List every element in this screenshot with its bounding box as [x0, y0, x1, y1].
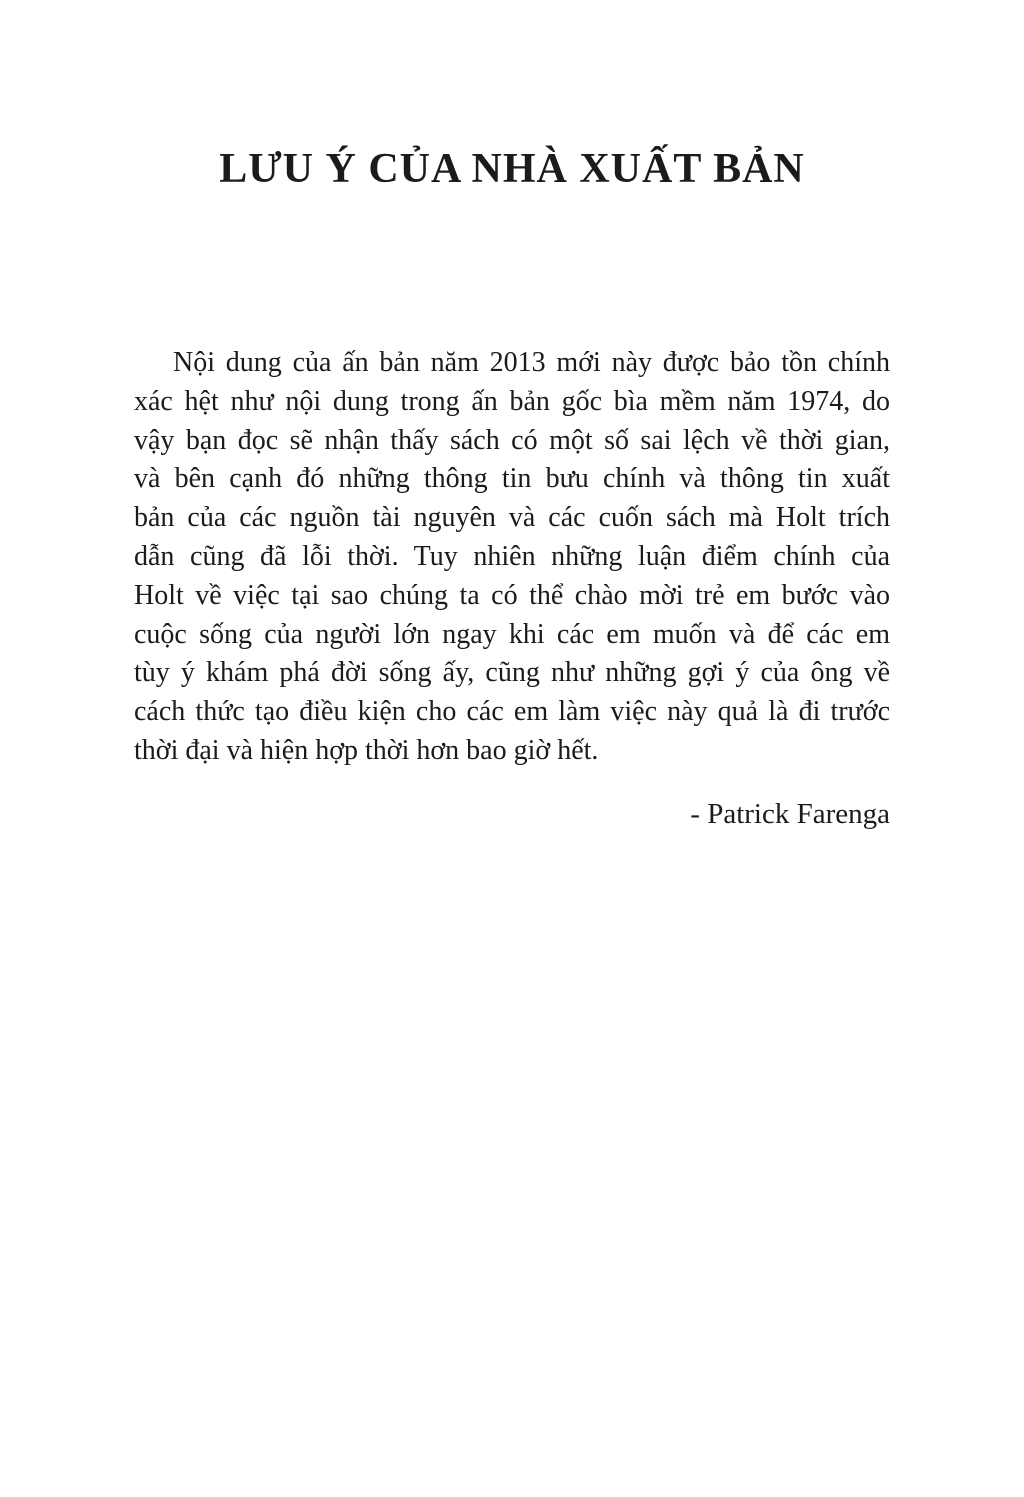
- paragraph-line: và bên cạnh đó những thông tin bưu chính và thông tin xuất: [134, 463, 890, 495]
- paragraph-line: xác hệt như nội dung trong ấn bản gốc bìa mềm năm 1974, do: [134, 385, 890, 417]
- paragraph-line: Nội dung của ấn bản năm 2013 mới này được bảo tồn chính: [173, 347, 890, 378]
- paragraph-line: bản của các nguồn tài nguyên và các cuốn sách mà Holt trích: [134, 502, 890, 534]
- paragraph-line: cách thức tạo điều kiện cho các em làm việc này quả là đi trước: [134, 696, 890, 728]
- author-signature: - Patrick Farenga: [690, 797, 890, 830]
- publisher-note-paragraph: [134, 344, 890, 771]
- paragraph-line: vậy bạn đọc sẽ nhận thấy sách có một số sai lệch về thời gian,: [134, 424, 890, 456]
- paragraph-line: tùy ý khám phá đời sống ấy, cũng như những gợi ý của ông về: [134, 657, 890, 689]
- paragraph-line: cuộc sống của người lớn ngay khi các em muốn và để các em: [134, 618, 890, 650]
- paragraph-line: dẫn cũng đã lỗi thời. Tuy nhiên những luận điểm chính của: [134, 540, 890, 572]
- page-title: LƯU Ý CỦA NHÀ XUẤT BẢN: [219, 146, 805, 192]
- paragraph-line: Holt về việc tại sao chúng ta có thể chào mời trẻ em bước vào: [134, 579, 890, 611]
- paragraph-line: thời đại và hiện hợp thời hơn bao giờ hết.: [134, 734, 599, 766]
